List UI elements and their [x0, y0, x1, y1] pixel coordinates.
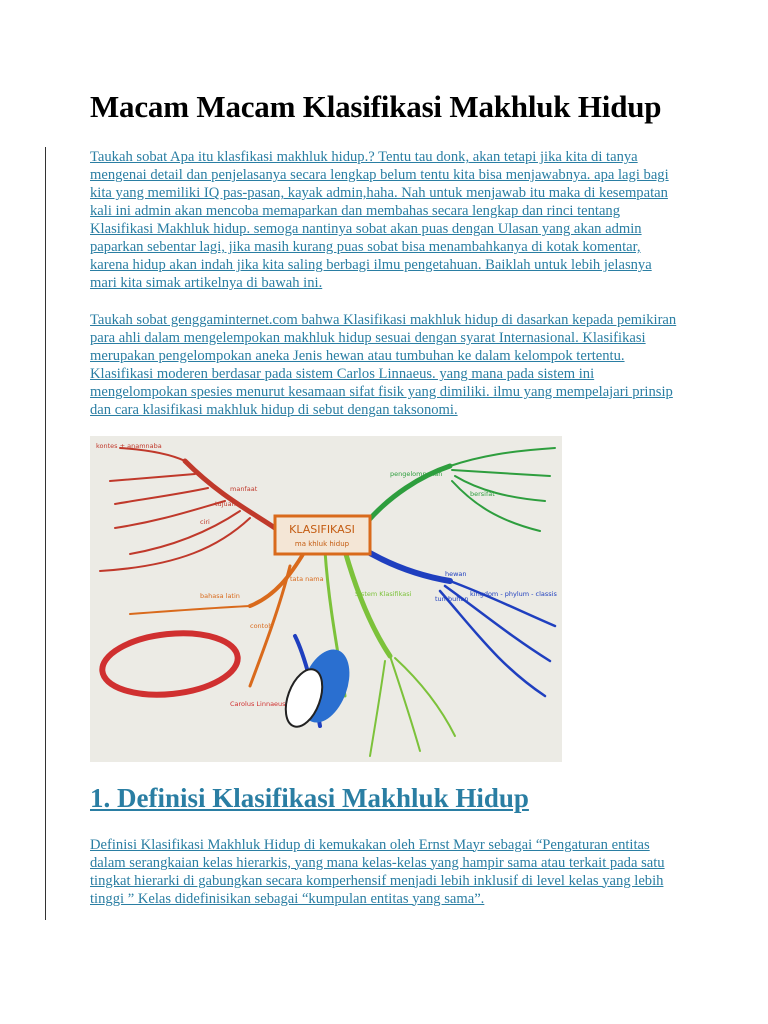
mindmap-label: tumbuhan [435, 595, 469, 604]
mindmap-label: Sistem Klasifikasi [355, 590, 412, 599]
mindmap-label: manfaat [230, 485, 258, 494]
document-page [90, 88, 680, 908]
mindmap-label: pengelompokan [390, 470, 443, 479]
mindmap-center-node [275, 516, 370, 554]
mindmap-image [90, 436, 562, 762]
mindmap-label: tata nama [290, 575, 324, 584]
mindmap-center-subtitle: ma khluk hidup [294, 540, 350, 549]
mindmap-label: tujuan [215, 500, 236, 509]
mindmap-center-title: KLASIFIKASI [289, 523, 355, 537]
page-title: Macam Macam Klasifikasi Makhluk Hidup [90, 89, 662, 124]
second-paragraph[interactable]: Taukah sobat genggaminternet.com bahwa Klasifikasi makhluk hidup di dasarkan kepada pemikiran para ahli dalam mengelempokan makhluk hidup sesuai dengan syarat Internasional. Klasifikasi merupakan pengelompokan aneka Jenis hewan atau tumbuhan ke dalam kelompok tertentu. Klasifikasi moderen berdasar pada sistem Carlos Linnaeus. yang mana pada sistem ini mengelompokan spesies menurut kesamaan sifat fisik yang dimiliki. ilmu yang mempelajari prinsip dan cara klasifikasi makhluk hidup di sebut dengan taksonomi. [90, 312, 677, 419]
mindmap-label: kontes + anamnaba [96, 442, 162, 451]
mindmap-label: kingdom - phylum - classis [470, 590, 557, 599]
mindmap-label: hewan [445, 570, 467, 579]
margin-rule [45, 147, 46, 920]
section-heading-definisi[interactable]: 1. Definisi Klasifikasi Makhluk Hidup [90, 783, 529, 814]
definition-paragraph[interactable]: Definisi Klasifikasi Makhluk Hidup di kemukakan oleh Ernst Mayr sebagai “Pengaturan entitas dalam serangkaian kelas hierarkis, yang mana kelas-kelas yang hampir sama atau terkait pada satu tingkat hierarki di gabungkan secara komperhensif menjadi lebih inklusif di level kelas yang lebih tinggi ” Kelas didefinisikan sebagai “kumpulan entitas yang sama”. [90, 836, 665, 907]
mindmap-label: contoh [250, 622, 273, 631]
mindmap-label: ciri [200, 518, 210, 527]
mindmap-label: bersifat [470, 490, 495, 499]
mindmap-label: bahasa latin [200, 592, 240, 601]
mindmap-label: Carolus Linnaeus [230, 700, 286, 709]
intro-paragraph[interactable]: Taukah sobat Apa itu klasfikasi makhluk hidup.? Tentu tau donk, akan tetapi jika kita di tanya mengenai detail dan penjelasanya secara lengkap belum tentu kita bisa menjawabnya. apa lagi bagi kita yang memiliki IQ pas-pasan, kayak admin,haha. Nah untuk menjawab itu maka di kesempatan kali ini admin akan mencoba memaparkan dan membahas secara lengkap dan rinci tentang Klasifikasi Makhluk hidup. semoga nantinya sobat akan puas dengan Ulasan yang akan admin paparkan sebentar lagi, jika masih kurang puas sobat bisa menambahkanya di kotak komentar, karena hidup akan indah jika kita saling berbagi ilmu pengetahuan. Baiklah untuk lebih jelasnya mari kita simak artikelnya di bawah ini. [90, 149, 669, 292]
